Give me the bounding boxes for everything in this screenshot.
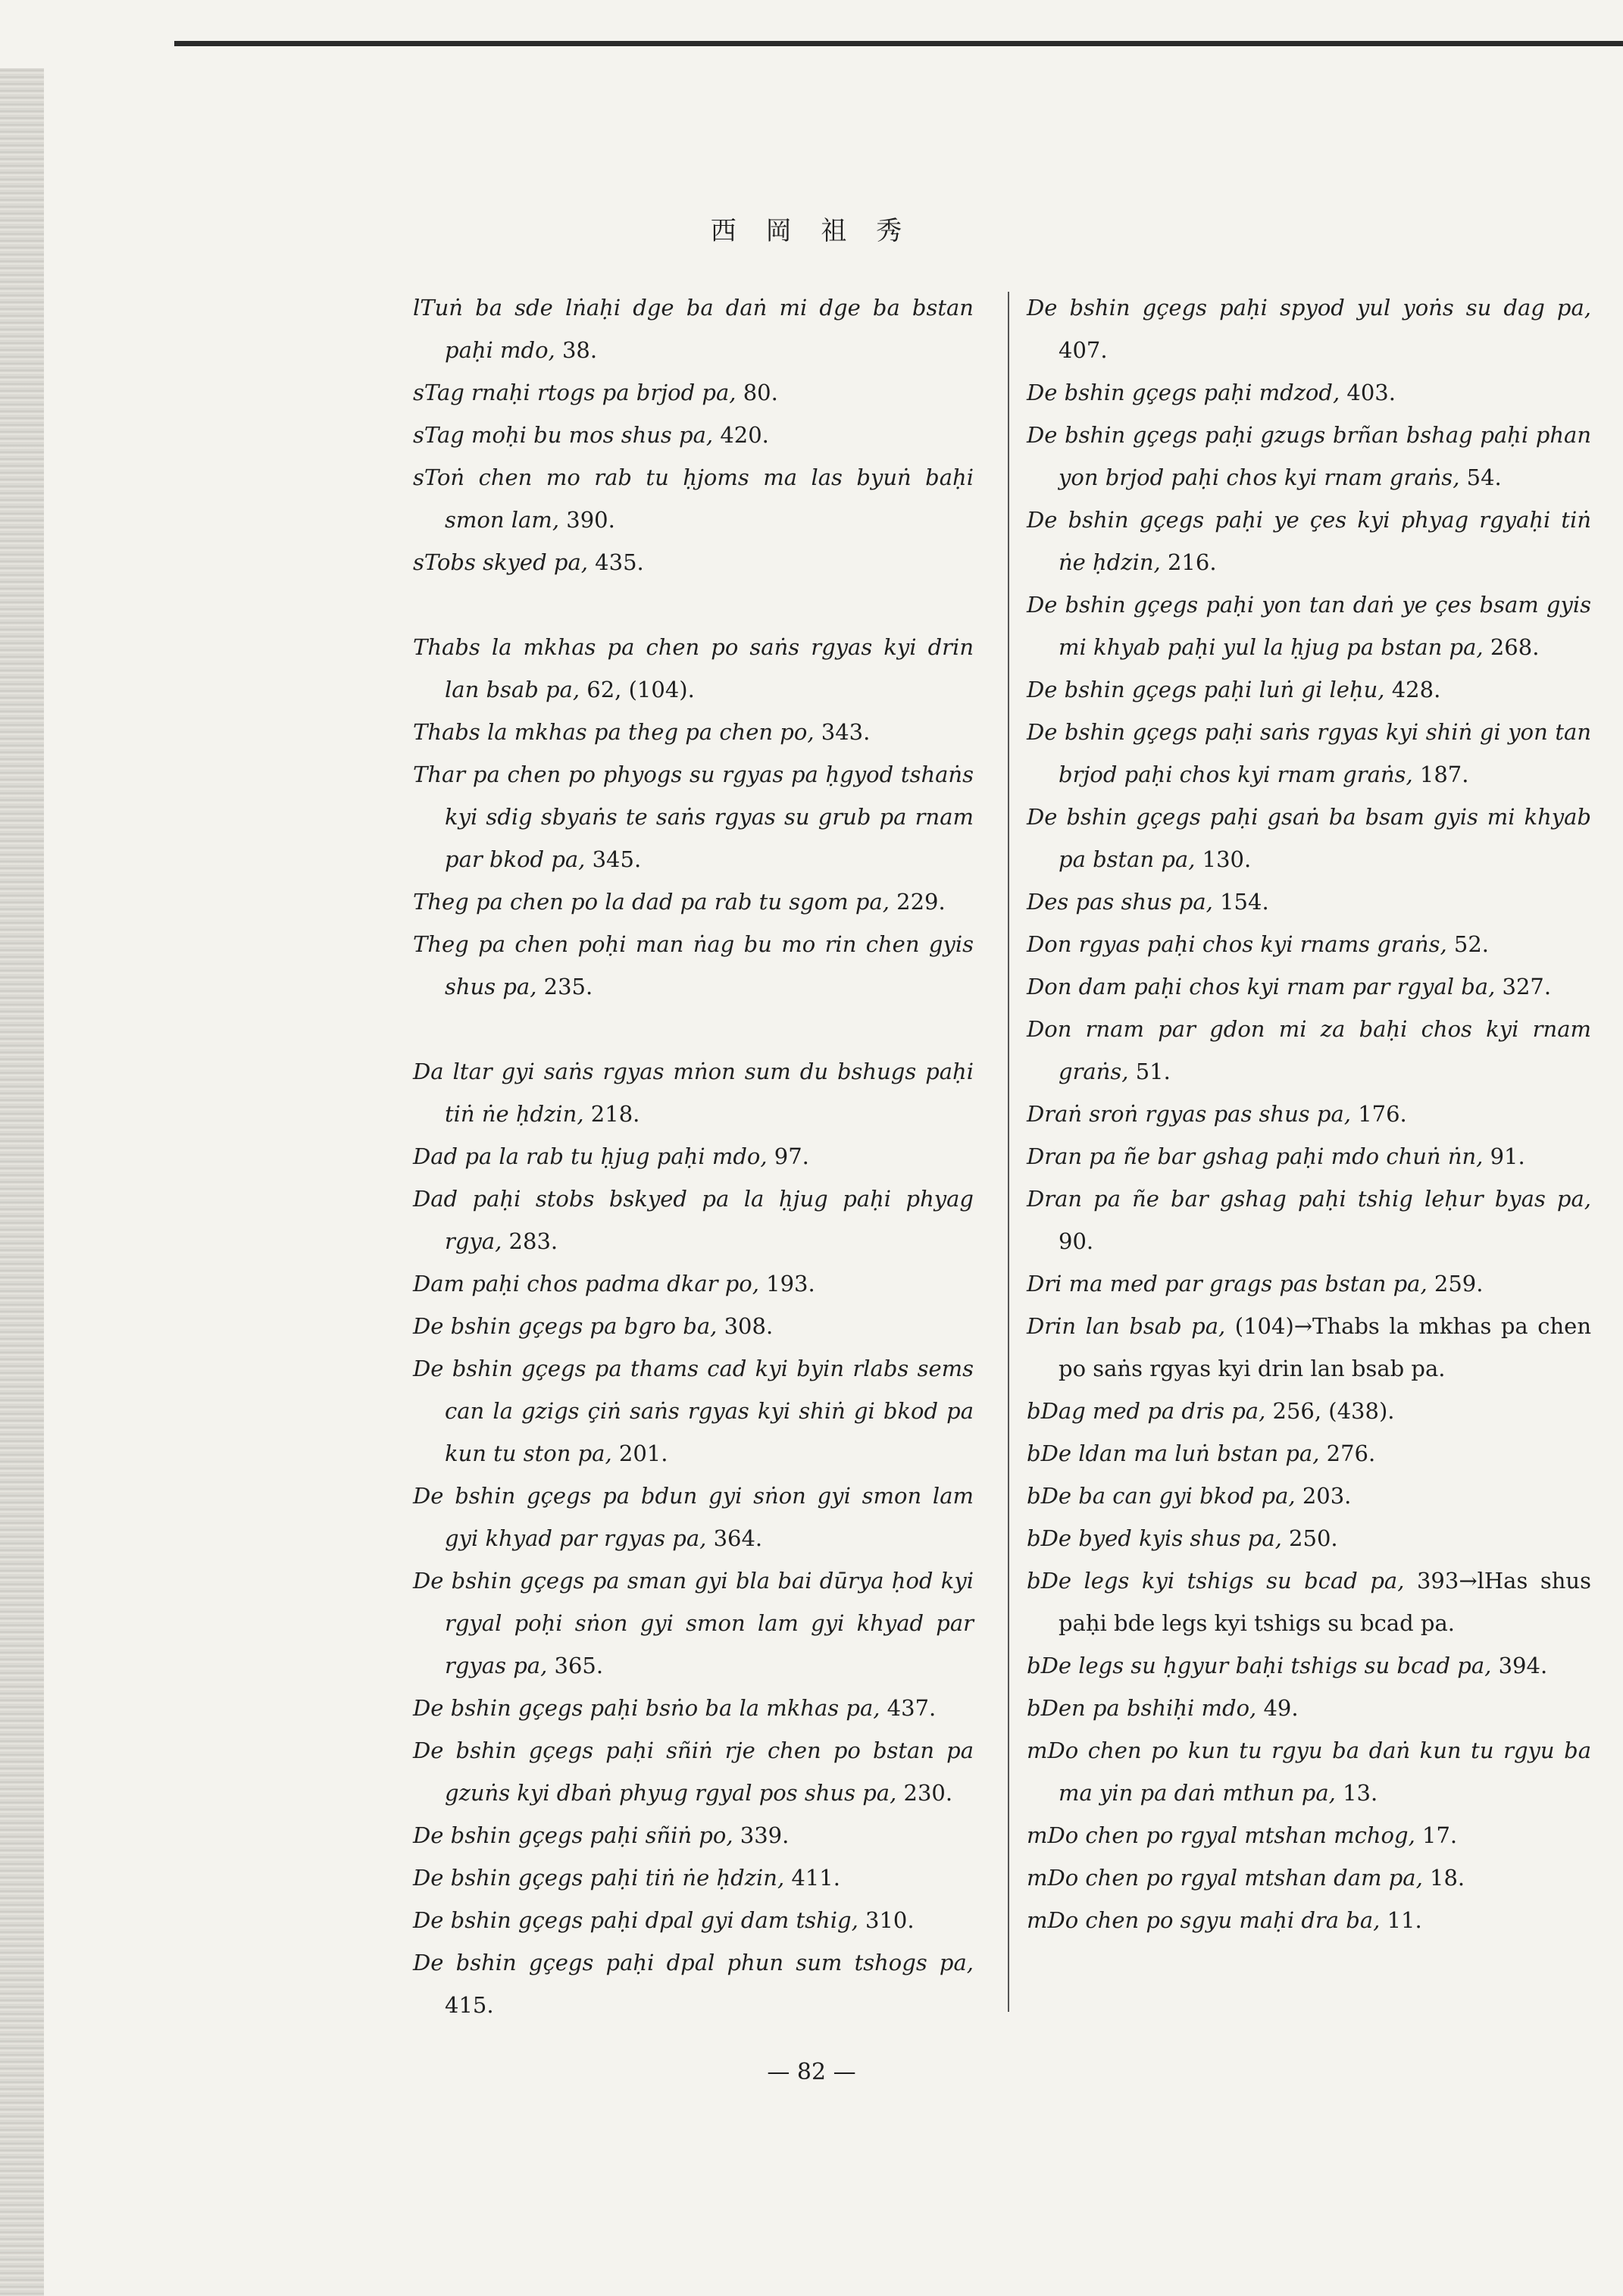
entry-title: De bshin gçegs paḥi sñiṅ rje chen po bstan pa gzuṅs kyi dbaṅ phyug rgyal pos shus pa	[413, 1738, 974, 1806]
entry-title: bDe legs su ḥgyur baḥi tshigs su bcad pa	[1027, 1653, 1485, 1678]
entry-title: mDo chen po rgyal mtshan mchog	[1027, 1822, 1409, 1848]
entry-ref: 407.	[1059, 337, 1108, 363]
entry-ref: 327.	[1502, 974, 1552, 999]
index-entry: mDo chen po sgyu maḥi dra ba, 11.	[1027, 1907, 1422, 1933]
index-entry: Dran pa ñe bar gshag paḥi mdo chuṅ ṅn, 91.	[1027, 1143, 1525, 1169]
entry-title: Dad pa la rab tu ḥjug paḥi mdo	[413, 1143, 761, 1169]
index-entry: bDen pa bshiḥi mdo, 49.	[1027, 1695, 1299, 1721]
entry-ref: 218.	[590, 1101, 640, 1127]
entry-title: De bshin gçegs paḥi gsaṅ ba bsam gyis mi khyab pa bstan pa	[1027, 804, 1591, 872]
entry-title: sTobs skyed pa	[413, 549, 581, 575]
entry-title: Dri ma med par grags pas bstan pa	[1027, 1271, 1421, 1297]
index-entry: Don rgyas paḥi chos kyi rnams graṅs, 52.	[1027, 931, 1490, 957]
entry-title: Don dam paḥi chos kyi rnam par rgyal ba	[1027, 974, 1489, 999]
entry-ref: 80.	[743, 380, 778, 405]
index-entry: De bshin gçegs paḥi ye çes kyi phyag rgyaḥi tiṅ ṅe ḥdzin, 216.	[1027, 507, 1591, 575]
entry-title: Theg pa chen poḥi man ṅag bu mo rin chen gyis shus pa	[413, 931, 974, 999]
index-entry: Dad pa la rab tu ḥjug paḥi mdo, 97.	[413, 1143, 809, 1169]
page-number: — 82 —	[767, 2059, 856, 2085]
index-entry: Don rnam par gdon mi za baḥi chos kyi rnam graṅs, 51.	[1027, 1016, 1591, 1084]
entry-ref: 230.	[903, 1780, 953, 1806]
entry-ref: 276.	[1326, 1440, 1376, 1466]
entry-title: De bshin gçegs paḥi ye çes kyi phyag rgyaḥi tiṅ ṅe ḥdzin	[1027, 507, 1591, 575]
entry-title: Dran pa ñe bar gshag paḥi mdo chuṅ ṅn	[1027, 1143, 1477, 1169]
entry-title: bDag med pa dris pa	[1027, 1398, 1259, 1424]
entry-ref: 268.	[1490, 634, 1540, 660]
index-entry: Thar pa chen po phyogs su rgyas pa ḥgyod tshaṅs kyi sdig sbyaṅs te saṅs rgyas su grub pa rnam par bkod pa, 345.	[413, 762, 974, 872]
entry-ref: 13.	[1343, 1780, 1378, 1806]
entry-title: mDo chen po sgyu maḥi dra ba	[1027, 1907, 1374, 1933]
entry-ref: 394.	[1498, 1653, 1548, 1678]
index-entry: Des pas shus pa, 154.	[1027, 889, 1269, 915]
entry-ref: 411.	[791, 1865, 840, 1891]
index-entry: Thabs la mkhas pa chen po saṅs rgyas kyi drin lan bsab pa, 62, (104).	[413, 634, 974, 702]
index-entry: De bshin gçegs paḥi yon tan daṅ ye çes bsam gyis mi khyab paḥi yul la ḥjug pa bstan pa, 268.	[1027, 592, 1591, 660]
entry-ref: 345.	[592, 846, 642, 872]
index-entry: Draṅ sroṅ rgyas pas shus pa, 176.	[1027, 1101, 1407, 1127]
index-entry: bDe ba can gyi bkod pa, 203.	[1027, 1483, 1352, 1509]
entry-title: Drin lan bsab pa	[1027, 1313, 1219, 1339]
entry-title: De bshin gçegs pa sman gyi bla bai dūrya ḥod kyi rgyal poḥi sṅon gyi smon lam gyi khyad par rgyas pa	[413, 1568, 974, 1678]
entry-title: De bshin gçegs paḥi sñiṅ po	[413, 1822, 727, 1848]
entry-ref: 310.	[865, 1907, 915, 1933]
page-header: 西 岡 祖 秀	[710, 216, 913, 246]
entry-ref: 364.	[713, 1525, 763, 1551]
index-entry: Don dam paḥi chos kyi rnam par rgyal ba, 327.	[1027, 974, 1552, 999]
entry-ref: 49.	[1263, 1695, 1299, 1721]
index-entry: De bshin gçegs paḥi tiṅ ṅe ḥdzin, 411.	[413, 1865, 840, 1891]
section-gap	[413, 1008, 974, 1050]
index-entry: mDo chen po rgyal mtshan dam pa, 18.	[1027, 1865, 1465, 1891]
entry-title: bDen pa bshiḥi mdo	[1027, 1695, 1250, 1721]
entry-ref: (104)→Thabs la mkhas pa chen po saṅs rgyas kyi drin lan bsab pa.	[1059, 1313, 1591, 1381]
entry-ref: 216.	[1167, 549, 1217, 575]
index-entry: Dran pa ñe bar gshag paḥi tshig leḥur byas pa, 90.	[1027, 1186, 1591, 1254]
entry-ref: 256, (438).	[1272, 1398, 1395, 1424]
index-entry: De bshin gçegs paḥi spyod yul yoṅs su dag pa, 407.	[1027, 295, 1591, 363]
entry-title: Da ltar gyi saṅs rgyas mṅon sum du bshugs paḥi tiṅ ṅe ḥdzin	[413, 1059, 974, 1127]
entry-title: bDe byed kyis shus pa	[1027, 1525, 1275, 1551]
index-entry: Theg pa chen po la dad pa rab tu sgom pa, 229.	[413, 889, 946, 915]
entry-ref: 17.	[1422, 1822, 1458, 1848]
entry-title: mDo chen po rgyal mtshan dam pa	[1027, 1865, 1416, 1891]
entry-ref: 250.	[1289, 1525, 1338, 1551]
entry-ref: 235.	[543, 974, 593, 999]
index-entry: Thabs la mkhas pa theg pa chen po, 343.	[413, 719, 871, 745]
scan-binding-edge	[0, 68, 44, 2296]
entry-ref: 308.	[724, 1313, 774, 1339]
top-rule	[174, 41, 1623, 46]
entry-title: sToṅ chen mo rab tu ḥjoms ma las byuṅ baḥi smon lam	[413, 465, 974, 533]
entry-title: sTag moḥi bu mos shus pa	[413, 422, 706, 448]
index-entry: Theg pa chen poḥi man ṅag bu mo rin chen gyis shus pa, 235.	[413, 931, 974, 999]
entry-ref: 435.	[595, 549, 644, 575]
entry-ref: 51.	[1135, 1059, 1171, 1084]
entry-title: bDe ldan ma luṅ bstan pa	[1027, 1440, 1313, 1466]
entry-title: Thar pa chen po phyogs su rgyas pa ḥgyod tshaṅs kyi sdig sbyaṅs te saṅs rgyas su grub pa rnam par bkod pa	[413, 762, 974, 872]
right-column	[1027, 286, 1591, 1941]
entry-title: De bshin gçegs paḥi dpal gyi dam tshig	[413, 1907, 852, 1933]
entry-title: Dam paḥi chos padma dkar po	[413, 1271, 752, 1297]
entry-ref: 365.	[554, 1653, 604, 1678]
index-entry: lTuṅ ba sde lṅaḥi dge ba daṅ mi dge ba bstan paḥi mdo, 38.	[413, 295, 974, 363]
entry-ref: 229.	[896, 889, 946, 915]
index-entry: De bshin gçegs pa sman gyi bla bai dūrya ḥod kyi rgyal poḥi sṅon gyi smon lam gyi khyad par rgyas pa, 365.	[413, 1568, 974, 1678]
entry-title: De bshin gçegs paḥi tiṅ ṅe ḥdzin	[413, 1865, 777, 1891]
entry-title: De bshin gçegs pa bgro ba	[413, 1313, 711, 1339]
index-entry: De bshin gçegs paḥi sñiṅ rje chen po bstan pa gzuṅs kyi dbaṅ phyug rgyal pos shus pa, 230.	[413, 1738, 974, 1806]
index-entry: Da ltar gyi saṅs rgyas mṅon sum du bshugs paḥi tiṅ ṅe ḥdzin, 218.	[413, 1059, 974, 1127]
entry-title: Don rgyas paḥi chos kyi rnams graṅs	[1027, 931, 1440, 957]
index-entry: De bshin gçegs pa bgro ba, 308.	[413, 1313, 774, 1339]
entry-ref: 193.	[766, 1271, 815, 1297]
entry-title: Thabs la mkhas pa theg pa chen po	[413, 719, 808, 745]
entry-ref: 393→lHas shus paḥi bde legs kyi tshigs su bcad pa.	[1059, 1568, 1591, 1636]
entry-ref: 154.	[1220, 889, 1269, 915]
entry-title: De bshin gçegs paḥi spyod yul yoṅs su dag pa	[1027, 295, 1584, 321]
index-entry: De bshin gçegs paḥi mdzod, 403.	[1027, 380, 1396, 405]
entry-title: De bshin gçegs paḥi gzugs brñan bshag paḥi phan yon brjod paḥi chos kyi rnam graṅs	[1027, 422, 1591, 490]
entry-title: De bshin gçegs paḥi dpal phun sum tshogs pa	[413, 1950, 967, 1975]
index-entry: De bshin gçegs paḥi dpal gyi dam tshig, 310.	[413, 1907, 915, 1933]
entry-title: De bshin gçegs pa bdun gyi sṅon gyi smon lam gyi khyad par rgyas pa	[413, 1483, 974, 1551]
entry-title: Des pas shus pa	[1027, 889, 1206, 915]
index-entry: bDe byed kyis shus pa, 250.	[1027, 1525, 1338, 1551]
entry-ref: 38.	[561, 337, 598, 363]
entry-ref: 201.	[618, 1440, 668, 1466]
entry-title: lTuṅ ba sde lṅaḥi dge ba daṅ mi dge ba bstan paḥi mdo	[413, 295, 974, 363]
index-entry: Dam paḥi chos padma dkar po, 193.	[413, 1271, 815, 1297]
entry-title: De bshin gçegs paḥi luṅ gi leḥu	[1027, 677, 1378, 702]
entry-ref: 259.	[1434, 1271, 1484, 1297]
entry-ref: 415.	[445, 1992, 494, 2018]
entry-title: Thabs la mkhas pa chen po saṅs rgyas kyi drin lan bsab pa	[413, 634, 974, 702]
section-gap	[413, 583, 974, 626]
entry-ref: 428.	[1391, 677, 1441, 702]
entry-ref: 343.	[821, 719, 871, 745]
index-entry: sTobs skyed pa, 435.	[413, 549, 644, 575]
entry-title: Dad paḥi stobs bskyed pa la ḥjug paḥi phyag rgya	[413, 1186, 974, 1254]
index-entry: De bshin gçegs pa thams cad kyi byin rlabs sems can la gzigs çiṅ saṅs rgyas kyi shiṅ gi bkod pa kun tu ston pa, 201.	[413, 1356, 974, 1466]
entry-title: De bshin gçegs pa thams cad kyi byin rlabs sems can la gzigs çiṅ saṅs rgyas kyi shiṅ gi bkod pa kun tu ston pa	[413, 1356, 974, 1466]
entry-ref: 97.	[774, 1143, 809, 1169]
entry-ref: 54.	[1466, 465, 1502, 490]
entry-ref: 203.	[1302, 1483, 1352, 1509]
index-entry: bDe legs kyi tshigs su bcad pa, 393→lHas shus paḥi bde legs kyi tshigs su bcad pa.	[1027, 1568, 1591, 1636]
index-entry: mDo chen po rgyal mtshan mchog, 17.	[1027, 1822, 1458, 1848]
index-entry: De bshin gçegs paḥi saṅs rgyas kyi shiṅ gi yon tan brjod paḥi chos kyi rnam graṅs, 187.	[1027, 719, 1591, 787]
entry-ref: 390.	[566, 507, 615, 533]
entry-ref: 437.	[887, 1695, 937, 1721]
entry-ref: 420.	[720, 422, 769, 448]
index-entry: De bshin gçegs paḥi gzugs brñan bshag paḥi phan yon brjod paḥi chos kyi rnam graṅs, 54.	[1027, 422, 1591, 490]
entry-ref: 18.	[1430, 1865, 1465, 1891]
index-entry: De bshin gçegs pa bdun gyi sṅon gyi smon lam gyi khyad par rgyas pa, 364.	[413, 1483, 974, 1551]
index-entry: Drin lan bsab pa, (104)→Thabs la mkhas pa chen po saṅs rgyas kyi drin lan bsab pa.	[1027, 1313, 1591, 1381]
index-entry: bDe legs su ḥgyur baḥi tshigs su bcad pa, 394.	[1027, 1653, 1548, 1678]
entry-ref: 403.	[1346, 380, 1396, 405]
entry-title: Don rnam par gdon mi za baḥi chos kyi rnam graṅs	[1027, 1016, 1591, 1084]
index-entry: sTag moḥi bu mos shus pa, 420.	[413, 422, 769, 448]
index-entry: mDo chen po kun tu rgyu ba daṅ kun tu rgyu ba ma yin pa daṅ mthun pa, 13.	[1027, 1738, 1591, 1806]
index-entry: Dri ma med par grags pas bstan pa, 259.	[1027, 1271, 1484, 1297]
entry-title: Dran pa ñe bar gshag paḥi tshig leḥur byas pa	[1027, 1186, 1584, 1212]
entry-title: bDe ba can gyi bkod pa	[1027, 1483, 1289, 1509]
entry-title: Draṅ sroṅ rgyas pas shus pa	[1027, 1101, 1344, 1127]
left-column	[413, 286, 974, 2026]
entry-title: Theg pa chen po la dad pa rab tu sgom pa	[413, 889, 883, 915]
entry-title: sTag rnaḥi rtogs pa brjod pa	[413, 380, 730, 405]
index-entry: De bshin gçegs paḥi sñiṅ po, 339.	[413, 1822, 790, 1848]
entry-ref: 283.	[508, 1228, 558, 1254]
entry-title: De bshin gçegs paḥi mdzod	[1027, 380, 1333, 405]
index-entry: De bshin gçegs paḥi bsṅo ba la mkhas pa, 437.	[413, 1695, 937, 1721]
entry-ref: 52.	[1453, 931, 1490, 957]
index-entry: De bshin gçegs paḥi dpal phun sum tshogs pa, 415.	[413, 1950, 974, 2018]
entry-title: De bshin gçegs paḥi yon tan daṅ ye çes bsam gyis mi khyab paḥi yul la ḥjug pa bstan pa	[1027, 592, 1591, 660]
column-divider	[1008, 292, 1009, 2012]
entry-ref: 339.	[740, 1822, 790, 1848]
index-entry: sTag rnaḥi rtogs pa brjod pa, 80.	[413, 380, 778, 405]
entry-ref: 176.	[1358, 1101, 1407, 1127]
index-entry: De bshin gçegs paḥi luṅ gi leḥu, 428.	[1027, 677, 1441, 702]
entry-ref: 62, (104).	[586, 677, 695, 702]
entry-title: mDo chen po kun tu rgyu ba daṅ kun tu rgyu ba ma yin pa daṅ mthun pa	[1027, 1738, 1591, 1806]
entry-title: De bshin gçegs paḥi bsṅo ba la mkhas pa	[413, 1695, 874, 1721]
entry-title: De bshin gçegs paḥi saṅs rgyas kyi shiṅ gi yon tan brjod paḥi chos kyi rnam graṅs	[1027, 719, 1591, 787]
entry-ref: 130.	[1202, 846, 1252, 872]
index-entry: Dad paḥi stobs bskyed pa la ḥjug paḥi phyag rgya, 283.	[413, 1186, 974, 1254]
index-entry: bDe ldan ma luṅ bstan pa, 276.	[1027, 1440, 1376, 1466]
entry-ref: 90.	[1059, 1228, 1094, 1254]
entry-title: bDe legs kyi tshigs su bcad pa	[1027, 1568, 1398, 1594]
index-entry: bDag med pa dris pa, 256, (438).	[1027, 1398, 1395, 1424]
entry-ref: 11.	[1387, 1907, 1422, 1933]
entry-ref: 91.	[1490, 1143, 1525, 1169]
entry-ref: 187.	[1419, 762, 1469, 787]
index-entry: sToṅ chen mo rab tu ḥjoms ma las byuṅ baḥi smon lam, 390.	[413, 465, 974, 533]
index-entry: De bshin gçegs paḥi gsaṅ ba bsam gyis mi khyab pa bstan pa, 130.	[1027, 804, 1591, 872]
